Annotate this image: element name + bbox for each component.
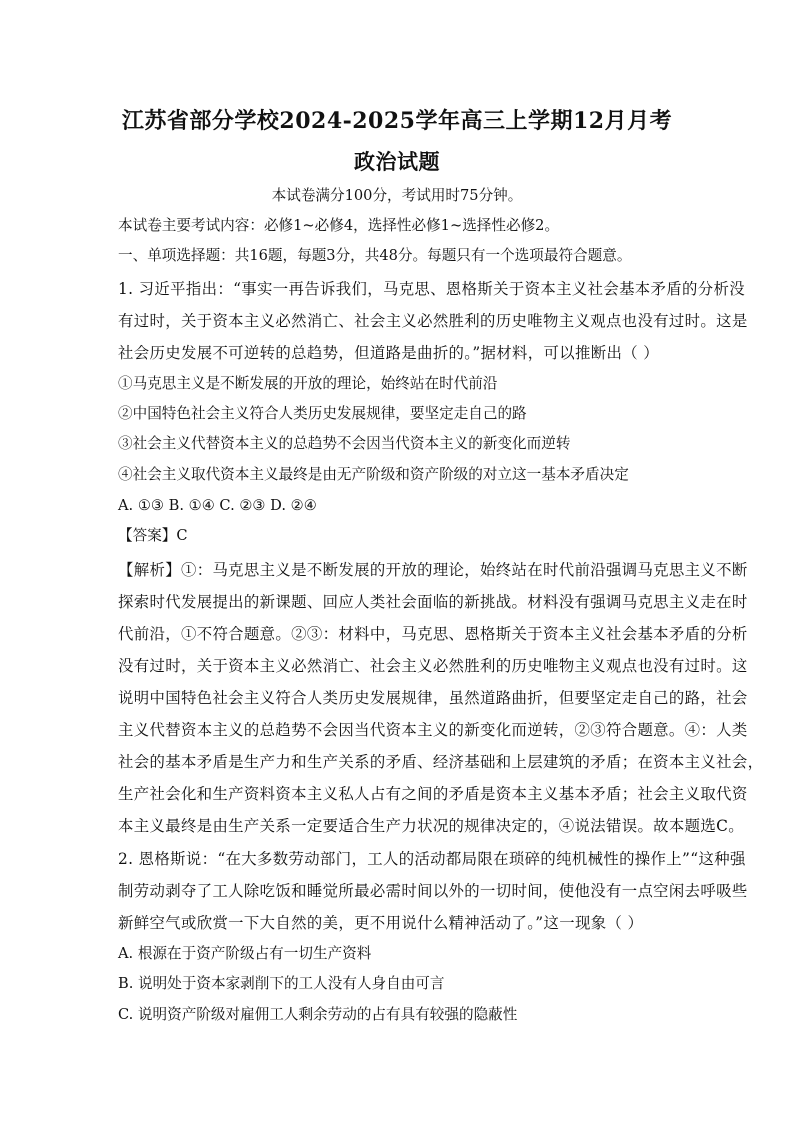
q1-analysis-line: 探索时代发展提出的新课题、回应人类社会面临的新挑战。材料没有强调马克思主义走在时 <box>118 593 748 611</box>
q1-statement: ②中国特色社会主义符合人类历史发展规律，要坚定走自己的路 <box>118 405 527 422</box>
q2-stem-line: 制劳动剥夺了工人除吃饭和睡觉所最必需时间以外的一切时间，使他没有一点空闲去呼吸些 <box>118 882 748 900</box>
q1-analysis-line: 社会的基本矛盾是生产力和生产关系的矛盾、经济基础和上层建筑的矛盾；在资本主义社会， <box>118 753 764 771</box>
q1-analysis-line: 本主义最终是由生产关系一定要适合生产力状况的规律决定的，④说法错误。故本题选C。 <box>118 817 745 835</box>
q1-stem-line: 1. 习近平指出：“事实一再告诉我们，马克思、恩格斯关于资本主义社会基本矛盾的分析没 <box>118 280 745 298</box>
page-title: 江苏省部分学校2024-2025学年高三上学期12月月考 <box>121 108 673 134</box>
q1-analysis-line: 代前沿，①不符合题意。②③：材料中，马克思、恩格斯关于资本主义社会基本矛盾的分析 <box>118 625 748 643</box>
q2-option: C. 说明资产阶级对雇佣工人剩余劳动的占有具有较强的隐蔽性 <box>118 1006 518 1023</box>
section-heading: 一、单项选择题：共16题，每题3分，共48分。每题只有一个选项最符合题意。 <box>118 247 632 264</box>
q1-analysis-line: 主义代替资本主义的总趋势不会因当代资本主义的新变化而逆转，②③符合题意。④：人类 <box>118 721 748 739</box>
q2-stem-line: 新鲜空气或欣赏一下大自然的美，更不用说什么精神活动了。”这一现象（ ） <box>118 914 644 932</box>
q1-analysis-line: 没有过时，关于资本主义必然消亡、社会主义必然胜利的历史唯物主义观点也没有过时。这 <box>118 657 748 675</box>
q1-options: A. ①③ B. ①④ C. ②③ D. ②④ <box>118 497 317 514</box>
q1-analysis-line: 说明中国特色社会主义符合人类历史发展规律，虽然道路曲折，但要坚定走自己的路，社会 <box>118 689 748 707</box>
q2-stem-line: 2. 恩格斯说：“在大多数劳动部门，工人的活动都局限在琐碎的纯机械性的操作上”“这种强 <box>118 850 746 868</box>
q1-stem-line: 社会历史发展不可逆转的总趋势，但道路是曲折的。”据材料，可以推断出（ ） <box>118 344 659 362</box>
score-line: 本试卷满分100分，考试用时75分钟。 <box>271 187 523 204</box>
q1-statement: ①马克思主义是不断发展的开放的理论，始终站在时代前沿 <box>118 375 498 392</box>
q2-option: A. 根源在于资产阶级占有一切生产资料 <box>118 945 372 962</box>
q1-stem-line: 有过时，关于资本主义必然消亡、社会主义必然胜利的历史唯物主义观点也没有过时。这是 <box>118 312 748 330</box>
q1-analysis-line: 生产社会化和生产资料资本主义私人占有之间的矛盾是资本主义基本矛盾；社会主义取代资 <box>118 785 748 803</box>
q2-option: B. 说明处于资本家剥削下的工人没有人身自由可言 <box>118 975 445 992</box>
q1-analysis-line: 【解析】①：马克思主义是不断发展的开放的理论，始终站在时代前沿强调马克思主义不断 <box>118 561 748 579</box>
q1-answer: 【答案】C <box>118 527 188 544</box>
scope-line: 本试卷主要考试内容：必修1~必修4，选择性必修1~选择性必修2。 <box>118 217 560 234</box>
q1-statement: ④社会主义取代资本主义最终是由无产阶级和资产阶级的对立这一基本矛盾决定 <box>118 466 629 483</box>
page-subtitle: 政治试题 <box>354 149 440 174</box>
q1-statement: ③社会主义代替资本主义的总趋势不会因当代资本主义的新变化而逆转 <box>118 435 571 452</box>
